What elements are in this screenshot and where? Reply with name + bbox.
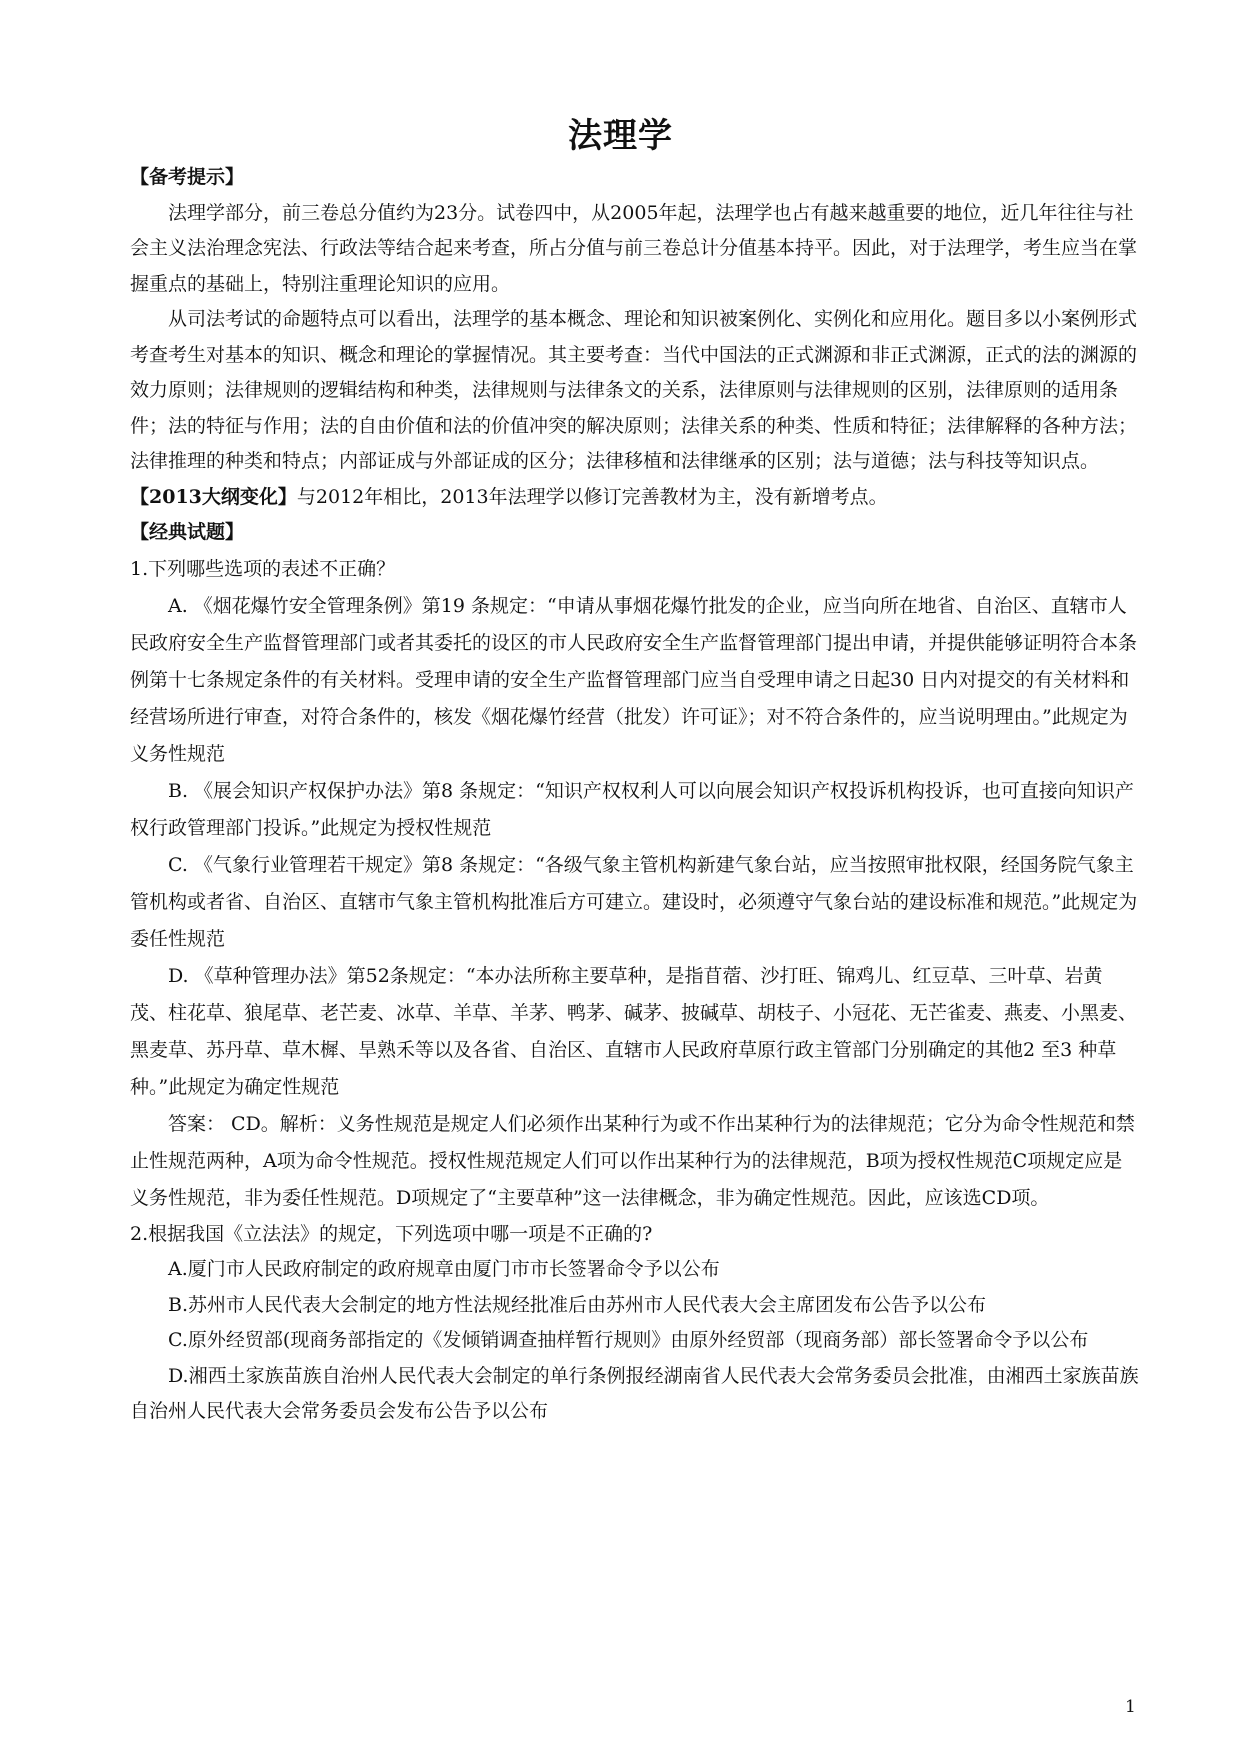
question-1-option-d: D. 《草种管理办法》第52条规定：“本办法所称主要草种，是指苜蓿、沙打旺、锦鸡儿、红豆草、三叶草、岩黄茂、柱花草、狼尾草、老芒麦、冰草、羊草、羊茅、鸭茅、碱茅、披碱草、胡枝子、小冠花、无芒雀麦、燕麦、小黑麦、黑麦草、苏丹草、草木樨、旱熟禾等以及各省、自治区、直辖市人民政府草原行政主管部门分别确定的其他2 至3 种草种。”此规定为确定性规范 [130, 964, 1138, 1098]
question-2-option-b: B.苏州市人民代表大会制定的地方性法规经批准后由苏州市人民代表大会主席团发布公告予以公布 [168, 1293, 987, 1316]
page-title: 法理学 [568, 116, 673, 156]
section-heading-tip: 【备考提示】 [130, 166, 245, 188]
question-2-stem: 2.根据我国《立法法》的规定，下列选项中哪一项是不正确的? [130, 1222, 653, 1245]
section-heading-questions: 【经典试题】 [130, 521, 245, 543]
question-1 [130, 551, 1140, 1217]
question-1-option-b: B. 《展会知识产权保护办法》第8 条规定：“知识产权权利人可以向展会知识产权投诉机构投诉，也可直接向知识产权行政管理部门投诉。”此规定为授权性规范 [130, 779, 1134, 839]
question-1-option-a: A. 《烟花爆竹安全管理条例》第19 条规定：“申请从事烟花爆竹批发的企业，应当向所在地省、自治区、直辖市人民政府安全生产监督管理部门或者其委托的设区的市人民政府安全生产监督管理部门提出申请，并提供能够证明符合本条例第十七条规定条件的有关材料。受理申请的安全生产监督管理部门应当自受理申请之日起30 日内对提交的有关材料和经营场所进行审查，对符合条件的，核发《烟花爆竹经营（批发）许可证》；对不符合条件的，应当说明理由。”此规定为义务性规范 [130, 594, 1138, 765]
question-1-option-c: C. 《气象行业管理若干规定》第8 条规定：“各级气象主管机构新建气象台站，应当按照审批权限，经国务院气象主管机构或者省、自治区、直辖市气象主管机构批准后方可建立。建设时，必须遵守气象台站的建设标准和规范。”此规定为委任性规范 [130, 853, 1138, 950]
question-2 [130, 1217, 1140, 1430]
tip-paragraph-2: 从司法考试的命题特点可以看出，法理学的基本概念、理论和知识被案例化、实例化和应用化。题目多以小案例形式考查考生对基本的知识、概念和理论的掌握情况。其主要考查：当代中国法的正式渊源和非正式渊源，正式的法的渊源的效力原则；法律规则的逻辑结构和种类，法律规则与法律条文的关系，法律原则与法律规则的区别，法律原则的适用条件；法的特征与作用；法的自由价值和法的价值冲突的解决原则；法律关系的种类、性质和特征；法律解释的各种方法；法律推理的种类和特点；内部证成与外部证成的区分；法律移植和法律继承的区别；法与道德；法与科技等知识点。 [130, 308, 1138, 472]
tip-paragraph-1: 法理学部分，前三卷总分值约为23分。试卷四中，从2005年起，法理学也占有越来越重要的地位，近几年往往与社会主义法治理念宪法、行政法等结合起来考查，所占分值与前三卷总计分值基本持平。因此，对于法理学，考生应当在掌握重点的基础上，特别注重理论知识的应用。 [130, 201, 1138, 295]
question-1-answer: 答案： CD。解析：义务性规范是规定人们必须作出某种行为或不作出某种行为的法律规范；它分为命令性规范和禁止性规范两种，A项为命令性规范。授权性规范规定人们可以作出某种行为的法律规范，B项为授权性规范C项规定应是义务性规范，非为委任性规范。D项规定了“主要草种”这一法律概念，非为确定性规范。因此，应该选CD项。 [130, 1112, 1135, 1209]
document-body [130, 160, 1140, 1430]
question-2-option-a: A.厦门市人民政府制定的政府规章由厦门市市长签署命令予以公布 [168, 1258, 720, 1280]
section-heading-change: 【2013大纲变化】 [130, 485, 297, 508]
question-2-option-c: C.原外经贸部(现商务部指定的《发倾销调查抽样暂行规则》由原外经贸部（现商务部）部长签署命令予以公布 [168, 1329, 1089, 1351]
outline-change-line [130, 480, 1140, 516]
page-number: 1 [1125, 1697, 1136, 1717]
question-1-stem: 1.下列哪些选项的表述不正确？ [130, 557, 396, 580]
question-2-option-d: D.湘西土家族苗族自治州人民代表大会制定的单行条例报经湖南省人民代表大会常务委员会批准，由湘西土家族苗族自治州人民代表大会常务委员会发布公告予以公布 [130, 1364, 1139, 1422]
outline-change-text: 与2012年相比，2013年法理学以修订完善教材为主，没有新增考点。 [296, 485, 888, 508]
